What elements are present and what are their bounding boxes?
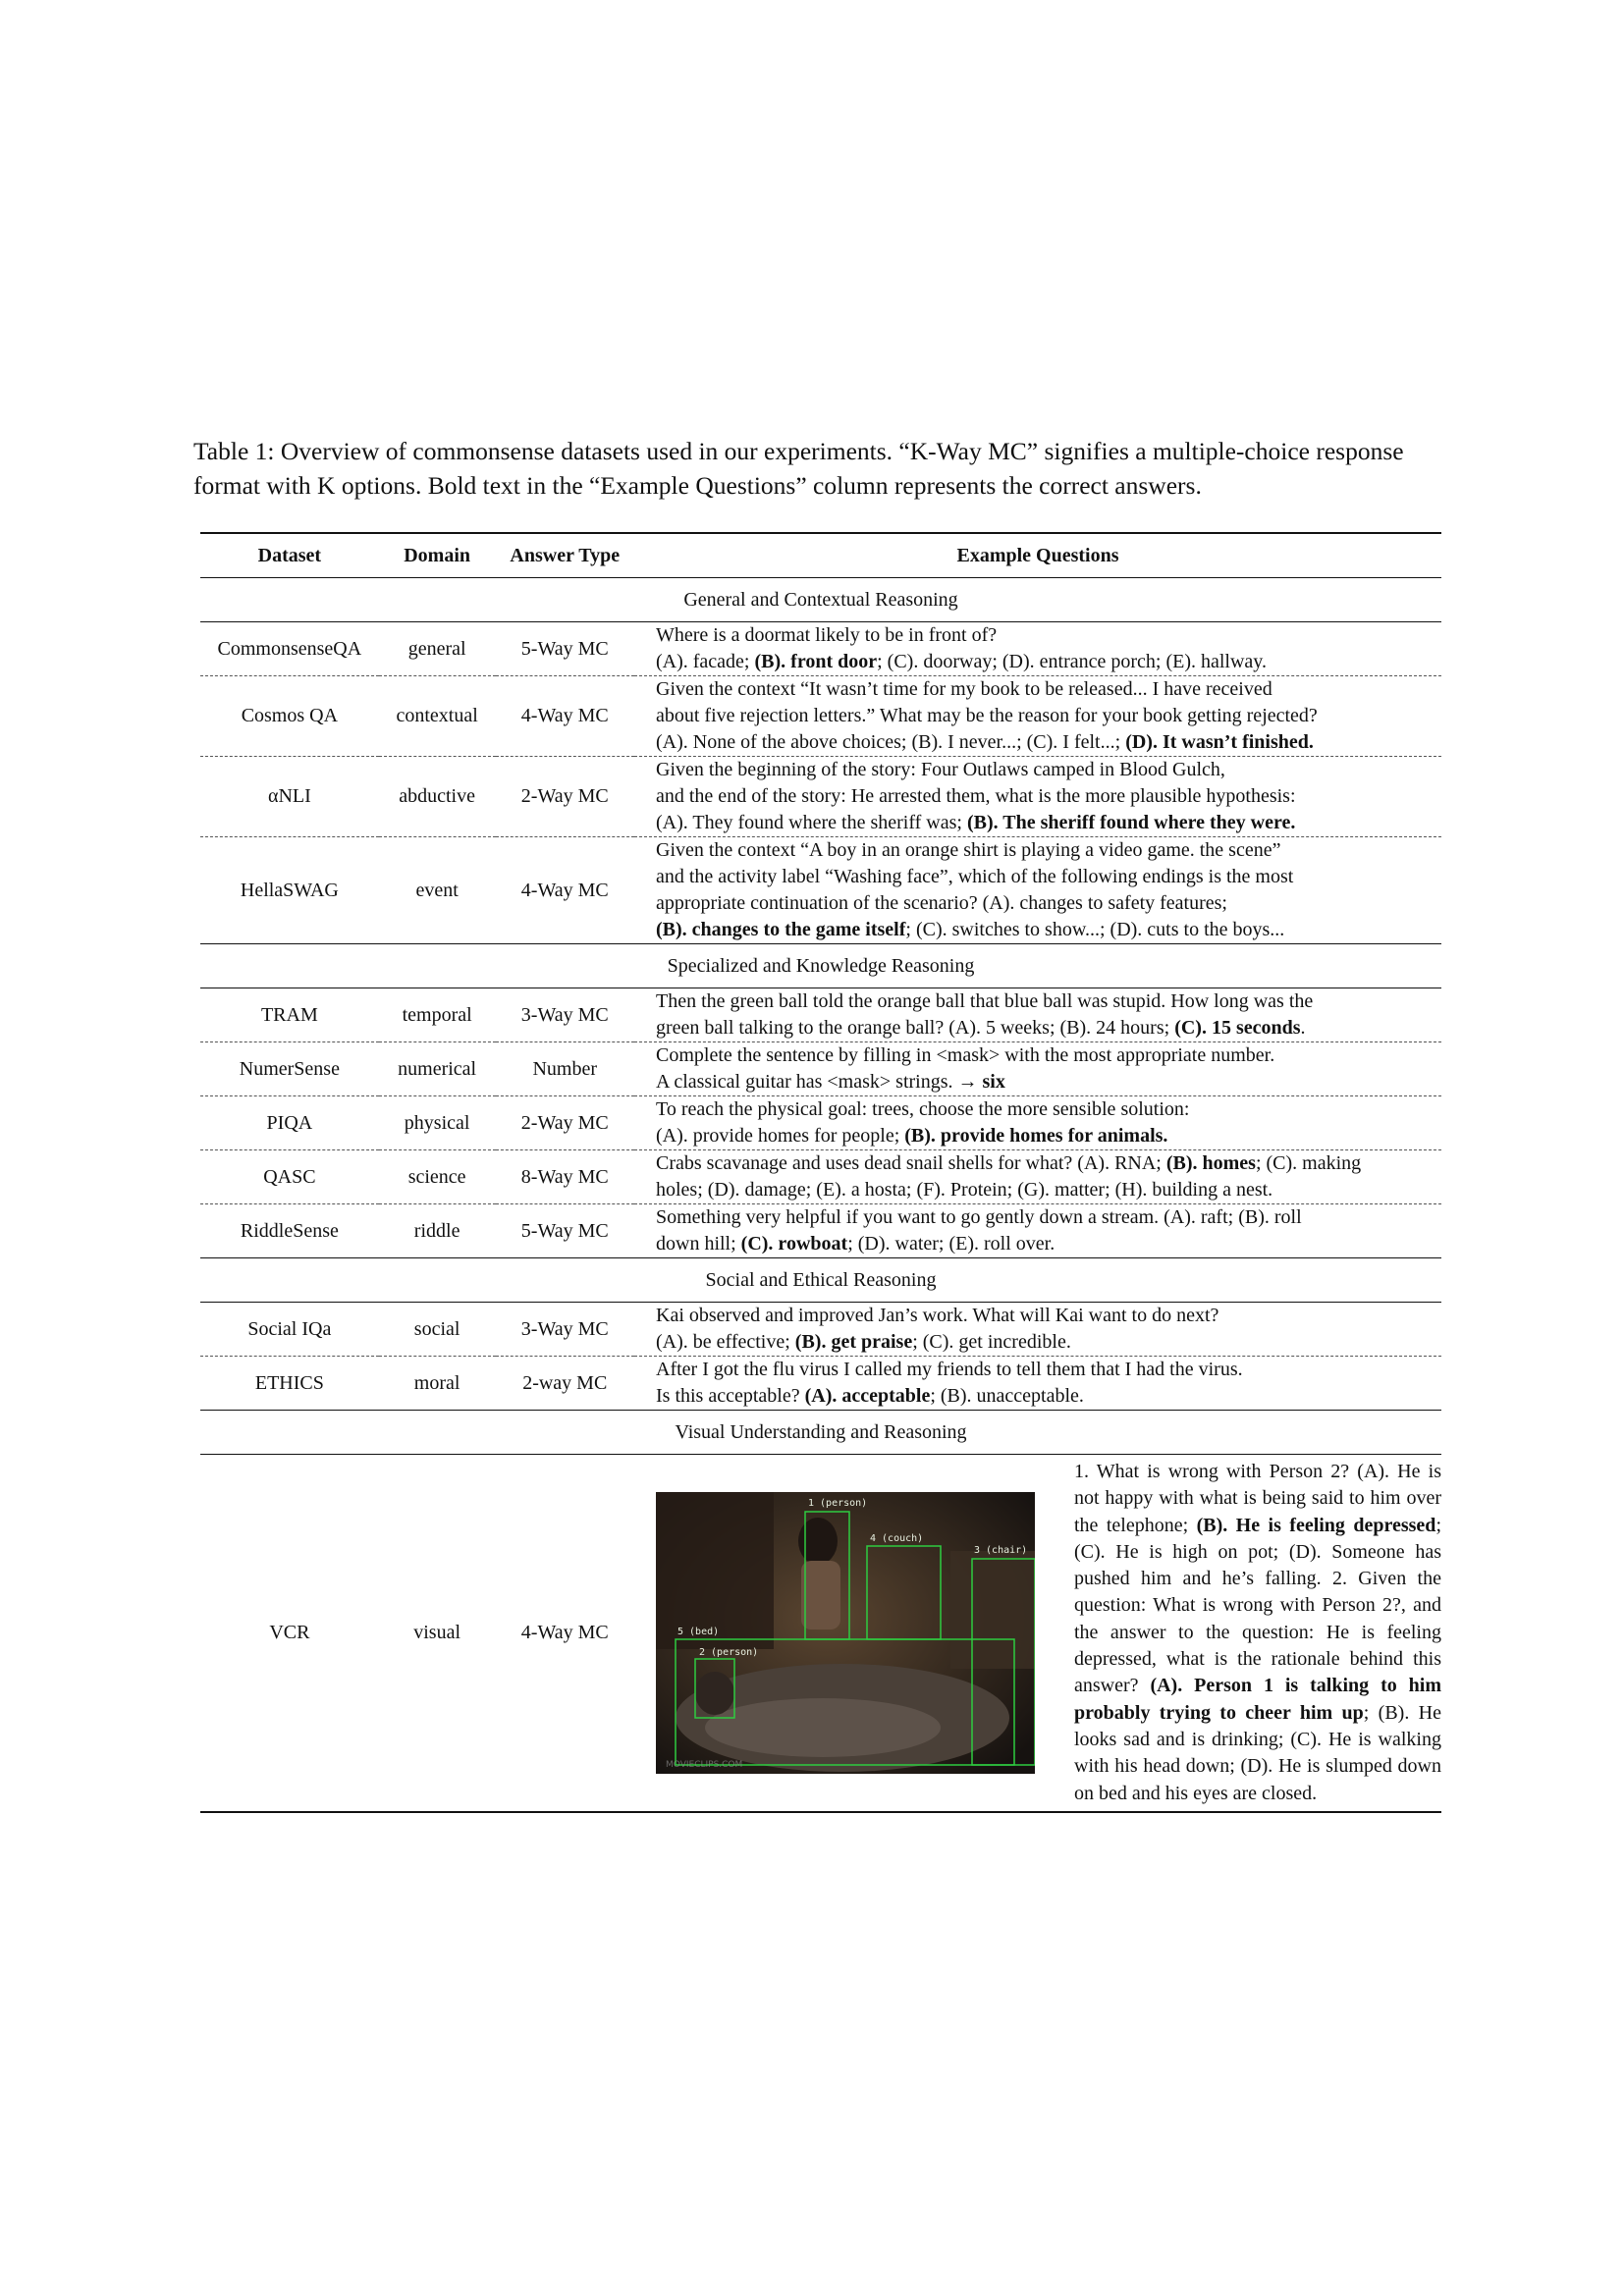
header-answer-type: Answer Type xyxy=(496,533,635,578)
example-question-cell xyxy=(634,757,1441,837)
question-line xyxy=(656,649,1441,675)
answer-type-cell: 3-Way MC xyxy=(520,1317,609,1340)
example-question-cell xyxy=(634,1357,1441,1411)
question-line xyxy=(656,622,1441,649)
answer-type-cell: 2-way MC xyxy=(496,1357,635,1411)
example-question-cell xyxy=(634,676,1441,757)
example-question-cell xyxy=(634,988,1441,1042)
section-row xyxy=(200,1258,1441,1303)
header-dataset: Dataset xyxy=(200,533,379,578)
correct-answer: (B). changes to the game itself xyxy=(656,919,906,940)
table-row xyxy=(200,1303,1441,1357)
question-text: Crabs scavanage and uses dead snail shells for what? (A). RNA; xyxy=(656,1152,1166,1174)
correct-answer: (C). 15 seconds xyxy=(1174,1017,1301,1039)
question-text: . xyxy=(1300,1017,1306,1039)
answer-type-cell: 2-Way MC xyxy=(496,1096,635,1150)
scene-person1-head xyxy=(798,1518,838,1565)
domain-cell: general xyxy=(407,637,466,660)
correct-answer: six xyxy=(982,1071,1005,1093)
correct-answer: (A). acceptable xyxy=(804,1385,931,1407)
scene-chair xyxy=(950,1551,1035,1669)
question-text: (A). provide homes for people; xyxy=(656,1125,905,1147)
domain-cell: visual xyxy=(379,1455,496,1812)
table-row xyxy=(200,1204,1441,1258)
answer-type-cell: 5-Way MC xyxy=(520,637,609,660)
question-text: ; (C). switches to show...; (D). cuts to the boys... xyxy=(905,919,1285,940)
question-line xyxy=(656,1096,1441,1123)
table-row xyxy=(200,837,1441,944)
domain-cell: contextual xyxy=(379,676,496,757)
domain-cell: science xyxy=(379,1150,496,1204)
dataset-cell: Cosmos QA xyxy=(200,676,379,757)
bbox-label-person-1: 1 (person) xyxy=(808,1497,868,1509)
question-line xyxy=(656,676,1441,703)
table-header-row xyxy=(200,533,1441,578)
table-row xyxy=(200,988,1441,1042)
question-line xyxy=(656,988,1441,1015)
question-line xyxy=(656,890,1441,917)
question-text: down hill; xyxy=(656,1233,741,1255)
table-row xyxy=(200,1042,1441,1096)
question-line xyxy=(656,1204,1441,1231)
question-text: Given the beginning of the story: Four Outlaws camped in Blood Gulch, xyxy=(656,759,1225,780)
section-title: General and Contextual Reasoning xyxy=(200,578,1441,622)
scene-blanket xyxy=(705,1698,941,1757)
answer-type-cell: 5-Way MC xyxy=(496,1204,635,1258)
table-row xyxy=(200,1096,1441,1150)
question-text: Given the context “A boy in an orange shirt is playing a video game. the scene” xyxy=(656,839,1281,861)
question-text: ; (C). doorway; (D). entrance porch; (E). hallway. xyxy=(877,651,1268,672)
answer-type-cell: 2-Way MC xyxy=(496,757,635,837)
question-text: Something very helpful if you want to go gently down a stream. (A). raft; (B). roll xyxy=(656,1206,1302,1228)
domain-cell: riddle xyxy=(379,1204,496,1258)
correct-answer: (B). provide homes for animals. xyxy=(904,1125,1168,1147)
answer-type-cell: 3-Way MC xyxy=(520,1003,609,1026)
vcr-example xyxy=(656,1455,1441,1811)
answer-type-cell: 4-Way MC xyxy=(496,837,635,944)
question-line xyxy=(656,1015,1441,1041)
question-line xyxy=(656,729,1441,756)
question-line xyxy=(656,1123,1441,1149)
example-question-cell xyxy=(634,1042,1441,1096)
datasets-table xyxy=(200,532,1441,1813)
vcr-question-text xyxy=(1074,1459,1441,1807)
correct-answer: (A). Person 1 is talking to him probably trying to cheer him up xyxy=(1074,1675,1441,1724)
header-example-questions: Example Questions xyxy=(634,533,1441,578)
question-line xyxy=(656,783,1441,810)
domain-cell: numerical xyxy=(379,1042,496,1096)
question-text: A classical guitar has <mask> strings. → xyxy=(656,1071,983,1093)
question-text: and the end of the story: He arrested them, what is the more plausible hypothesis: xyxy=(656,785,1296,807)
vcr-scene-graphic xyxy=(656,1492,1035,1774)
bbox-label-chair-3: 3 (chair) xyxy=(974,1544,1028,1556)
domain-cell: moral xyxy=(379,1357,496,1411)
table-row xyxy=(200,1357,1441,1411)
question-text: ; (C). He is high on pot; (D). Someone has pushed him and he’s falling. 2. Given the question: What is wrong with Person 2?, and the answer to the question: He is feeling depressed, what is the rationale behind this answer? xyxy=(1074,1514,1441,1697)
question-text: ; (C). get incredible. xyxy=(912,1331,1071,1353)
example-question-cell xyxy=(634,1455,1441,1812)
table-row xyxy=(200,757,1441,837)
example-question-cell xyxy=(634,622,1441,676)
question-text: (A). None of the above choices; (B). I never...; (C). I felt...; xyxy=(656,731,1126,753)
question-text: Where is a doormat likely to be in front of? xyxy=(656,624,998,646)
question-text: Is this acceptable? xyxy=(656,1385,805,1407)
question-line xyxy=(656,1357,1441,1383)
domain-cell: abductive xyxy=(379,757,496,837)
answer-type-cell: 4-Way MC xyxy=(496,676,635,757)
question-text: After I got the flu virus I called my friends to tell them that I had the virus. xyxy=(656,1359,1243,1380)
question-text: ; (D). water; (E). roll over. xyxy=(847,1233,1056,1255)
answer-type-cell: 8-Way MC xyxy=(496,1150,635,1204)
table-row-vcr xyxy=(200,1455,1441,1812)
correct-answer: (B). homes xyxy=(1165,1152,1256,1174)
table-row xyxy=(200,1150,1441,1204)
question-text: ; (B). He looks sad and is drinking; (C). He is walking with his head down; (D). He is slumped down on bed and his eyes are closed. xyxy=(1074,1701,1441,1804)
dataset-cell: ETHICS xyxy=(200,1357,379,1411)
question-line xyxy=(656,837,1441,864)
dataset-cell: NumerSense xyxy=(200,1042,379,1096)
scene-person2-head xyxy=(695,1672,734,1715)
question-text: 1. What is wrong with Person 2? (A). He is not happy with what is being said to him over the telephone; xyxy=(1074,1461,1441,1536)
example-question-cell xyxy=(634,1204,1441,1258)
question-line xyxy=(656,1177,1441,1203)
section-row xyxy=(200,944,1441,988)
table-body xyxy=(200,578,1441,1812)
question-line xyxy=(656,1150,1441,1177)
dataset-cell: VCR xyxy=(200,1455,379,1812)
example-question-cell xyxy=(634,1150,1441,1204)
section-title: Specialized and Knowledge Reasoning xyxy=(200,944,1441,988)
table-caption: Table 1: Overview of commonsense datasets used in our experiments. “K-Way MC” signifies a multiple-choice response format with K options. Bold text in the “Example Questions” column represents the correct answers. xyxy=(193,437,1404,500)
question-line xyxy=(656,1231,1441,1257)
answer-type-cell: 4-Way MC xyxy=(496,1455,635,1812)
question-text: (A). facade; xyxy=(656,651,755,672)
vcr-movie-frame-image xyxy=(656,1492,1035,1774)
question-line xyxy=(656,1042,1441,1069)
scene-person1-body xyxy=(801,1561,840,1629)
question-line xyxy=(656,1383,1441,1410)
question-line xyxy=(656,1329,1441,1356)
answer-type-cell: Number xyxy=(496,1042,635,1096)
scene-wall-left xyxy=(656,1492,774,1649)
correct-answer: (B). He is feeling depressed xyxy=(1196,1514,1436,1536)
correct-answer: (B). get praise xyxy=(794,1331,913,1353)
bbox-label-couch-4: 4 (couch) xyxy=(870,1532,924,1544)
section-row xyxy=(200,578,1441,622)
question-text: (A). They found where the sheriff was; xyxy=(656,812,967,833)
question-line xyxy=(656,864,1441,890)
example-question-cell xyxy=(634,1303,1441,1357)
domain-cell: physical xyxy=(379,1096,496,1150)
question-text: (A). be effective; xyxy=(656,1331,795,1353)
question-text: green ball talking to the orange ball? (A). 5 weeks; (B). 24 hours; xyxy=(656,1017,1175,1039)
domain-cell: social xyxy=(413,1317,460,1340)
correct-answer: (B). front door xyxy=(754,651,878,672)
question-text: Given the context “It wasn’t time for my book to be released... I have received xyxy=(656,678,1272,700)
domain-cell: temporal xyxy=(402,1003,472,1026)
question-line xyxy=(656,810,1441,836)
section-row xyxy=(200,1411,1441,1455)
question-line xyxy=(656,917,1441,943)
dataset-cell: αNLI xyxy=(200,757,379,837)
section-title: Social and Ethical Reasoning xyxy=(200,1258,1441,1303)
watermark-text: MOVIECLIPS.COM xyxy=(666,1759,743,1770)
header-domain: Domain xyxy=(379,533,496,578)
bbox-label-person-2: 2 (person) xyxy=(699,1646,759,1658)
question-text: To reach the physical goal: trees, choose the more sensible solution: xyxy=(656,1098,1190,1120)
correct-answer: (B). The sheriff found where they were. xyxy=(966,812,1296,833)
table-row xyxy=(200,622,1441,676)
dataset-cell: QASC xyxy=(200,1150,379,1204)
dataset-cell: CommonsenseQA xyxy=(217,637,362,660)
question-text: holes; (D). damage; (E). a hosta; (F). Protein; (G). matter; (H). building a nest. xyxy=(656,1179,1273,1201)
question-text: appropriate continuation of the scenario? (A). changes to safety features; xyxy=(656,892,1227,914)
question-line xyxy=(656,703,1441,729)
domain-cell: event xyxy=(379,837,496,944)
dataset-cell: PIQA xyxy=(200,1096,379,1150)
question-text: and the activity label “Washing face”, which of the following endings is the most xyxy=(656,866,1294,887)
question-line xyxy=(656,757,1441,783)
section-title: Visual Understanding and Reasoning xyxy=(200,1411,1441,1455)
example-question-cell xyxy=(634,837,1441,944)
bbox-label-bed-5: 5 (bed) xyxy=(677,1626,720,1637)
table-row xyxy=(200,676,1441,757)
correct-answer: (C). rowboat xyxy=(740,1233,848,1255)
dataset-cell: HellaSWAG xyxy=(200,837,379,944)
question-text: ; (C). making xyxy=(1255,1152,1362,1174)
question-text: about five rejection letters.” What may be the reason for your book getting rejected? xyxy=(656,705,1318,726)
question-text: Kai observed and improved Jan’s work. What will Kai want to do next? xyxy=(656,1305,1219,1326)
question-line xyxy=(656,1069,1441,1095)
example-question-cell xyxy=(634,1096,1441,1150)
correct-answer: (D). It wasn’t finished. xyxy=(1125,731,1314,753)
dataset-cell: TRAM xyxy=(260,1003,318,1026)
question-text: ; (B). unacceptable. xyxy=(930,1385,1084,1407)
question-text: Then the green ball told the orange ball that blue ball was stupid. How long was the xyxy=(656,990,1314,1012)
question-text: Complete the sentence by filling in <mask> with the most appropriate number. xyxy=(656,1044,1275,1066)
dataset-cell: Social IQa xyxy=(247,1317,332,1340)
dataset-cell: RiddleSense xyxy=(200,1204,379,1258)
question-line xyxy=(656,1303,1441,1329)
